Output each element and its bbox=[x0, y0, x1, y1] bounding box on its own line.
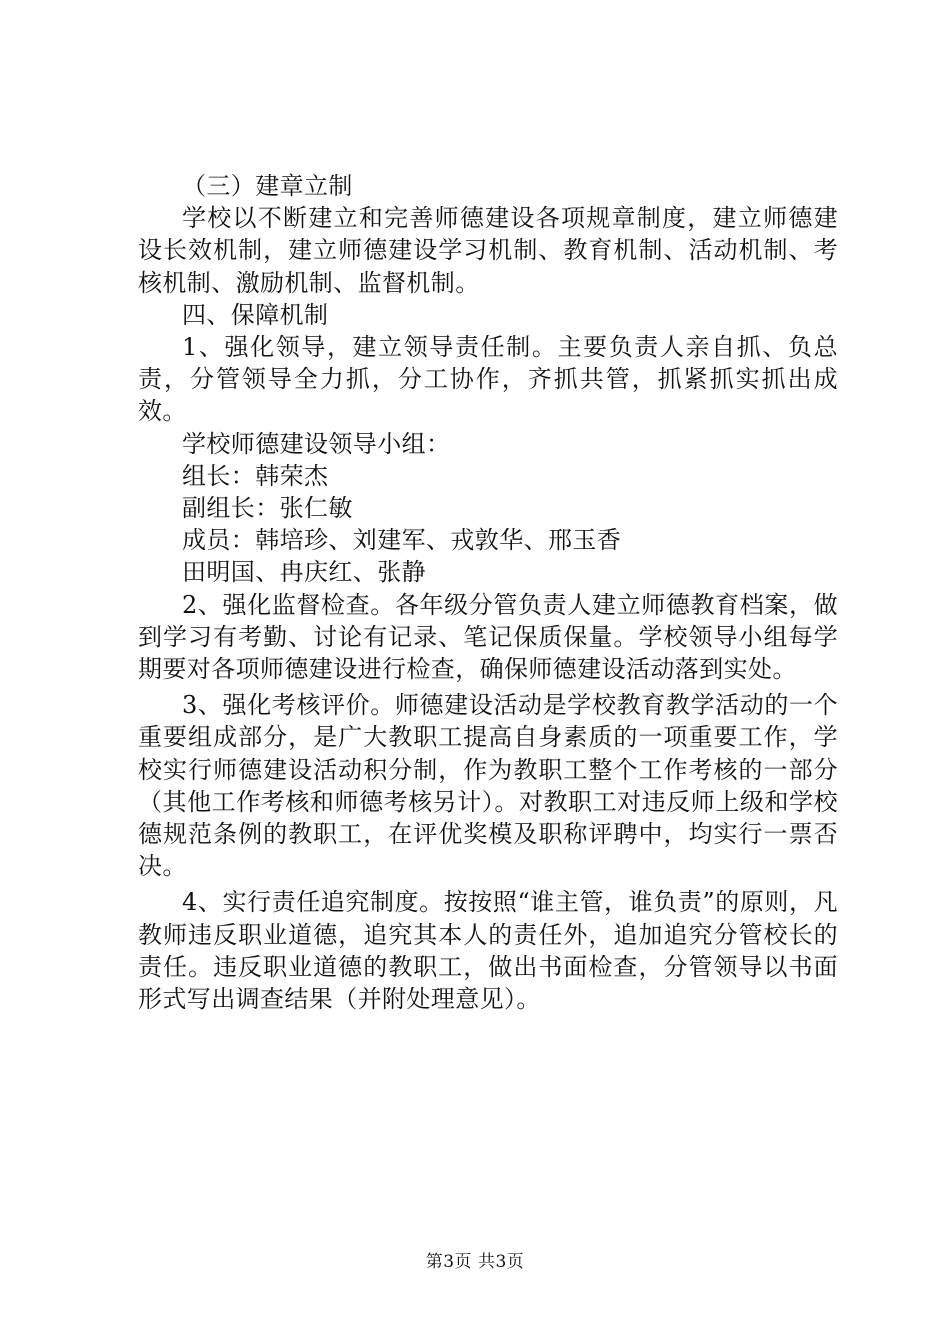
paragraph-group-leader: 组长：韩荣杰 bbox=[182, 461, 329, 490]
page-footer: 第3页 共3页 bbox=[425, 1252, 525, 1272]
paragraph-members: 成员：韩培珍、刘建军、戎敦华、邢玉香 bbox=[182, 526, 622, 555]
section-heading-guarantee-mechanism: 四、保障机制 bbox=[182, 300, 329, 329]
paragraph-deputy-leader: 副组长：张仁敏 bbox=[182, 494, 353, 523]
document-body bbox=[138, 170, 838, 1015]
paragraph-assessment-evaluation: 3、强化考核评价。师德建设活动是学校教育教学活动的一个重要组成部分，是广大教职工提高自身素质的一项重要工作，学校实行师德建设活动积分制，作为教职工整个工作考核的一部分（其他工作考核和师德考核另计）。对教职工对违反师上级和学校德规范条例的教职工，在评优奖模及职称评聘中，均实行一票否决。 bbox=[138, 691, 838, 881]
paragraph-supervision-inspection: 2、强化监督检查。各年级分管负责人建立师德教育档案，做到学习有考勤、讨论有记录、笔记保质保量。学校领导小组每学期要对各项师德建设进行检查，确保师德建设活动落到实处。 bbox=[138, 590, 838, 684]
section-heading-establish-rules: （三）建章立制 bbox=[182, 172, 353, 200]
paragraph-members-continued: 田明国、冉庆红、张静 bbox=[182, 558, 426, 587]
paragraph-leadership-group: 学校师德建设领导小组： bbox=[182, 429, 451, 458]
paragraph-rules-system: 学校以不断建立和完善师德建设各项规章制度，建立师德建设长效机制，建立师德建设学习机制、教育机制、活动机制、考核机制、激励机制、监督机制。 bbox=[138, 204, 838, 297]
paragraph-strengthen-leadership: 1、强化领导，建立领导责任制。主要负责人亲自抓、负总责，分管领导全力抓，分工协作，齐抓共管，抓紧抓实抓出成效。 bbox=[138, 333, 838, 426]
paragraph-accountability: 4、实行责任追究制度。按按照“谁主管，谁负责”的原则，凡教师违反职业道德，追究其本人的责任外，追加追究分管校长的责任。违反职业道德的教职工，做出书面检查，分管领导以书面形式写出调查结果（并附处理意见）。 bbox=[138, 888, 838, 1014]
